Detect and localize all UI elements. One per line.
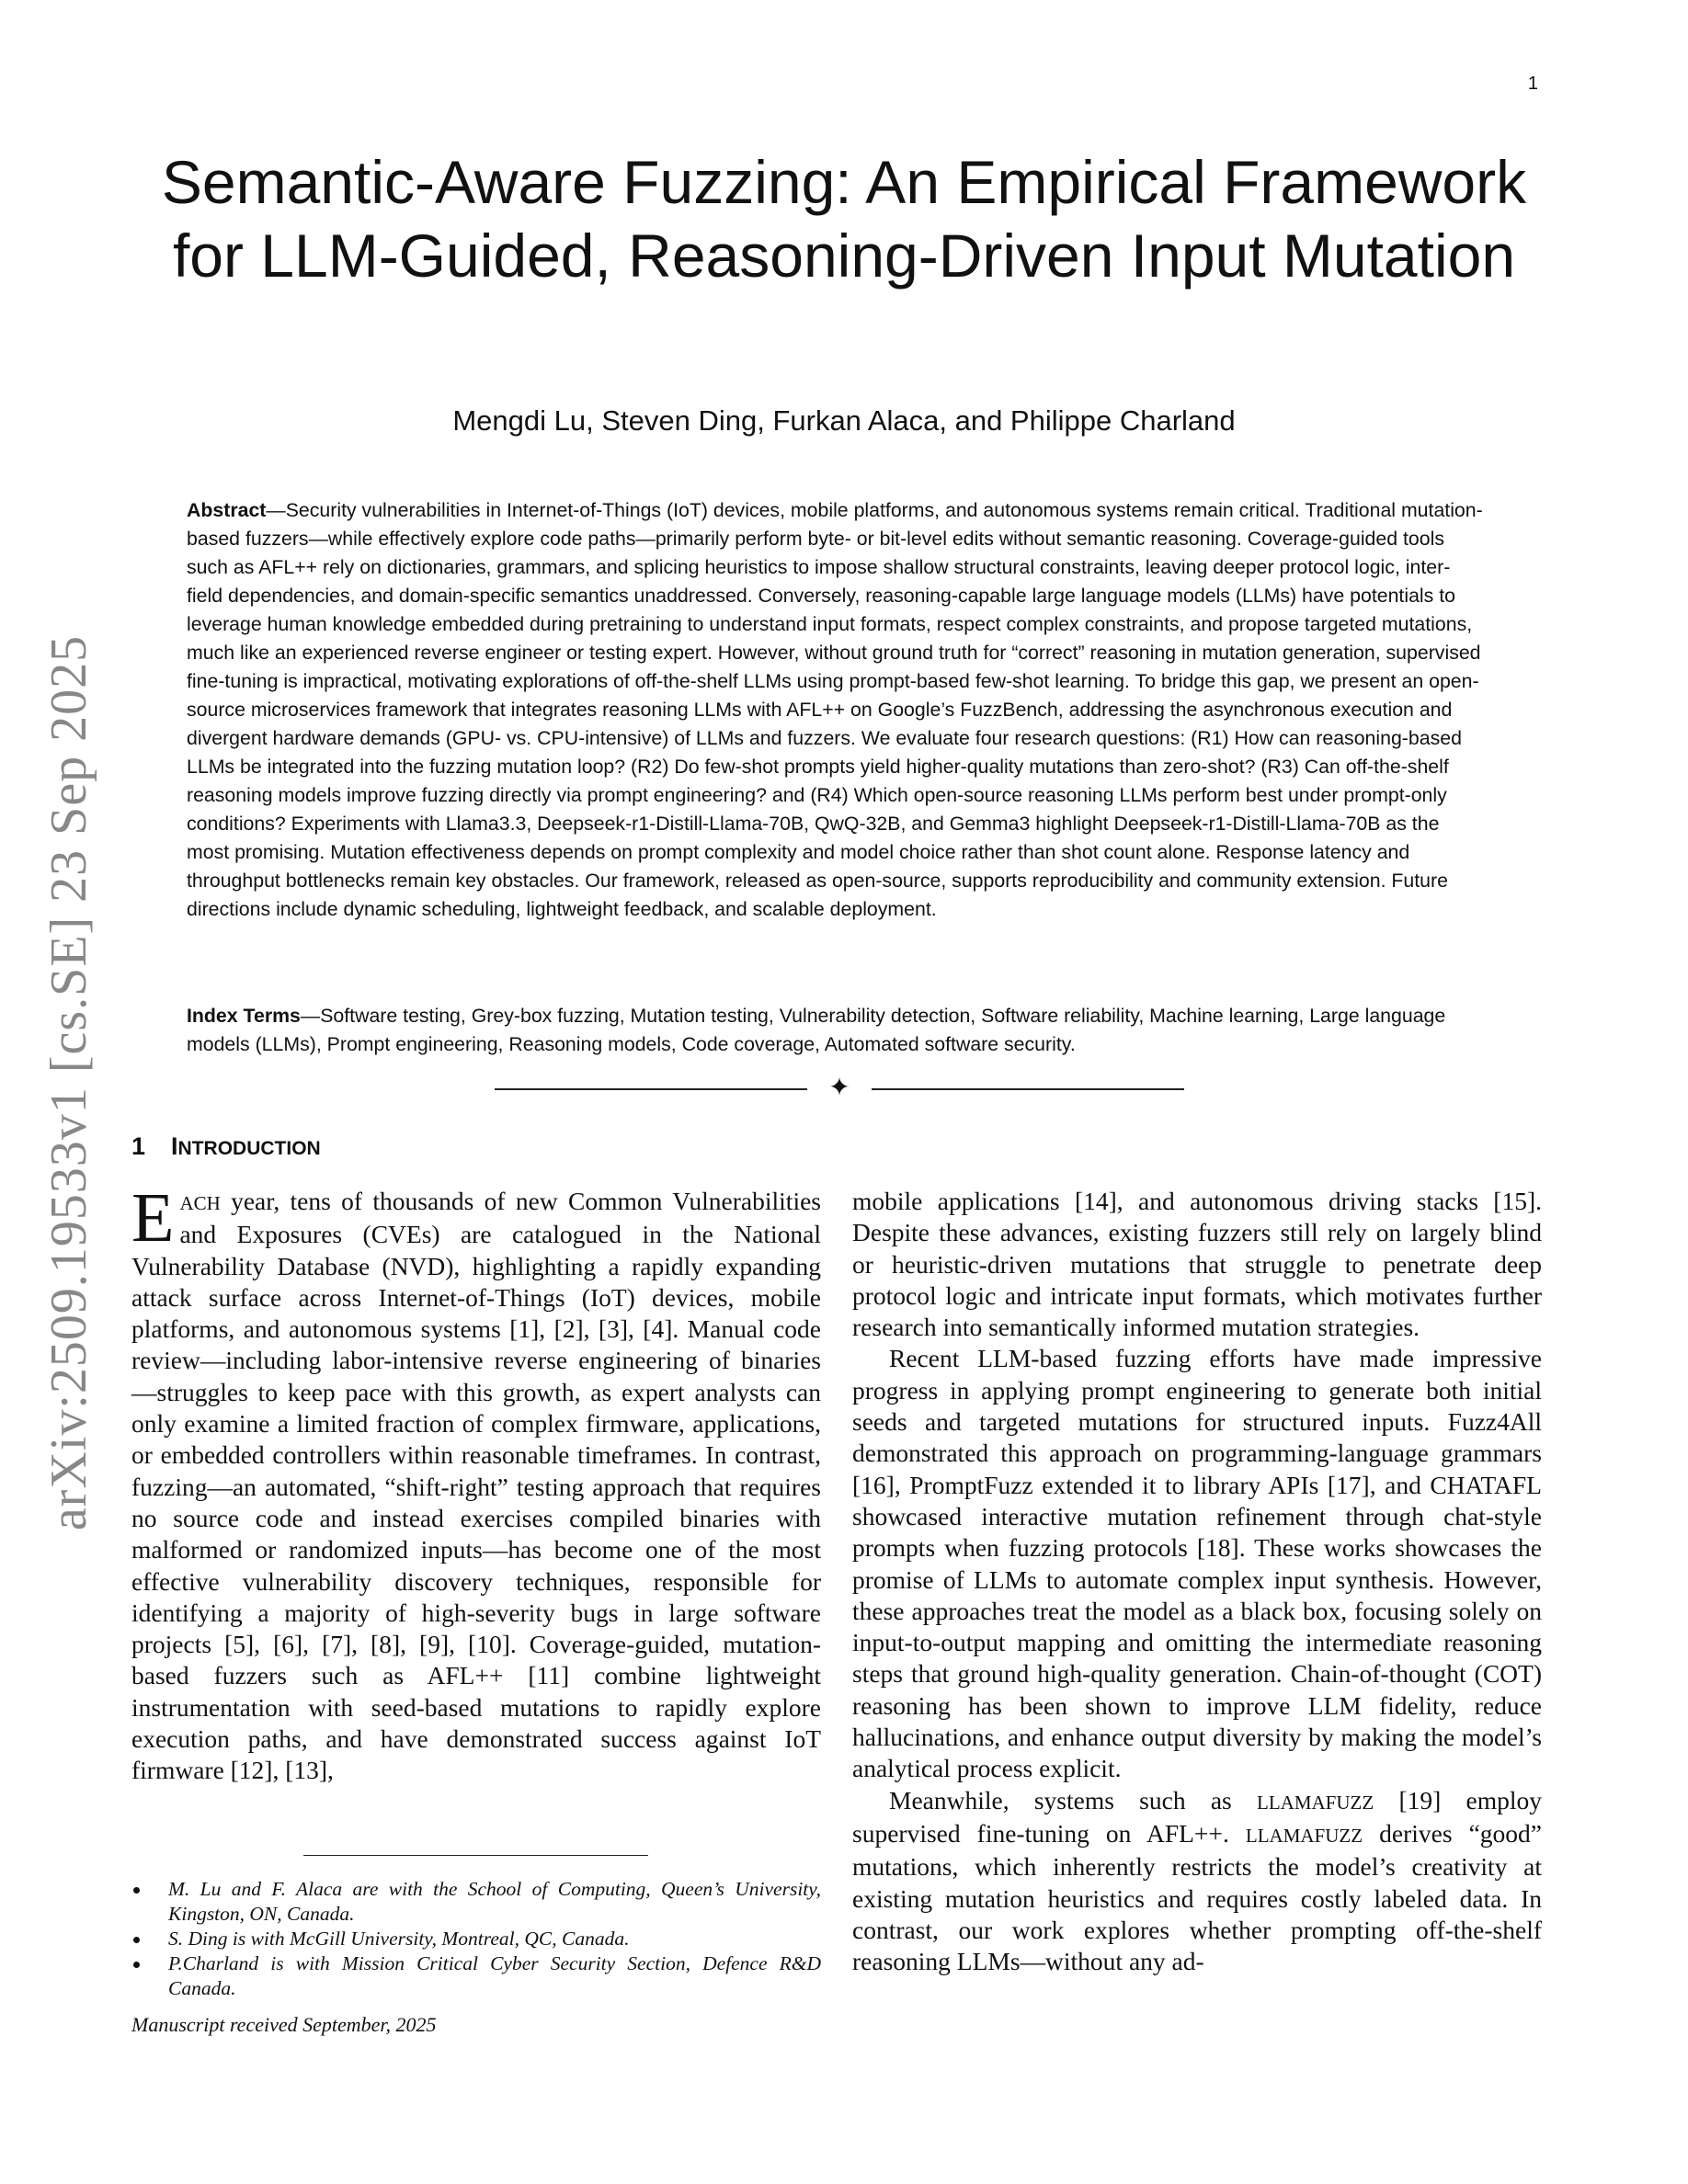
section-title-initial: I <box>171 1132 178 1160</box>
intro-paragraph-1-cont: mobile applications [14], and autonomous driving stacks [15]. Despite these advances, existing fuzzers still rely on largely blind or heuristic-driven mutations that struggle to penetrate deep protocol logic and intricate input formats, which motivates further research into semantically informed mutation strategies. <box>852 1187 1542 1342</box>
section-title-rest: NTRODUCTION <box>177 1138 321 1159</box>
affiliation-footnotes <box>131 1877 821 2001</box>
paper-title: Semantic-Aware Fuzzing: An Empirical Framework for LLM-Guided, Reasoning-Driven Input Mutation <box>161 148 1527 290</box>
arxiv-identifier-watermark: arXiv:2509.19533v1 [cs.SE] 23 Sep 2025 <box>40 634 97 1531</box>
paragraph-text: Meanwhile, systems such as <box>889 1785 1258 1814</box>
section-divider <box>495 1074 1184 1102</box>
paragraph-text: derives “good” mutations, which inherently restricts the model’s creativity at existing mutation heuristics and requires costly labeled data. In contrast, our work explores whether prompting off-the-shelf reasoning LLMs—without any ad- <box>852 1818 1542 1976</box>
index-terms-label: Index Terms <box>187 1005 301 1027</box>
intro-paragraph-2: Recent LLM-based fuzzing efforts have made impressive progress in applying prompt engineering to generate both initial seeds and targeted mutations for structured inputs. Fuzz4All demonstrated this approach on programming-language grammars [16], PromptFuzz extended it to library APIs [17], and CHATAFL showcased interactive mutation refinement through chat-style prompts when fuzzing protocols [18]. These works showcases the promise of LLMs to automate complex input synthesis. However, these approaches treat the model as a black box, focusing solely on input-to-output mapping and omitting the intermediate reasoning steps that ground high-quality generation. Chain-of-thought (COT) reasoning has been shown to improve LLM fidelity, reduce hallucinations, and enhance output diversity by making the model’s analytical process explicit. <box>852 1344 1542 1783</box>
paragraph-text: [19] employ supervised fine-tuning on AFL++. <box>852 1785 1542 1848</box>
abstract <box>187 496 1485 924</box>
drop-cap: E <box>131 1179 175 1257</box>
section-heading-introduction <box>131 1132 321 1161</box>
intro-paragraph-1 <box>131 1179 821 1787</box>
diamond-star-icon: ✦ <box>828 1074 850 1102</box>
divider-line-left <box>495 1088 807 1090</box>
footnote-item: S. Ding is with McGill University, Montreal, QC, Canada. <box>131 1927 821 1951</box>
footnote-item: P.Charland is with Mission Critical Cyber Security Section, Defence R&D Canada. <box>131 1951 821 2001</box>
author-list: Mengdi Lu, Steven Ding, Furkan Alaca, and Philippe Charland <box>452 404 1236 437</box>
footnote-item: M. Lu and F. Alaca are with the School of Computing, Queen’s University, Kingston, ON, Canada. <box>131 1877 821 1927</box>
intro-paragraph-3 <box>852 1785 1542 1978</box>
abstract-text: —Security vulnerabilities in Internet-of-Things (IoT) devices, mobile platforms, and autonomous systems remain critical. Traditional mutation-based fuzzers—while effectively explore code paths—primarily perform byte- or bit-level edits without semantic reasoning. Coverage-guided tools such as AFL++ rely on dictionaries, grammars, and splicing heuristics to impose shallow structural constraints, leaving deeper protocol logic, inter-field dependencies, and domain-specific semantics unaddressed. Conversely, reasoning-capable large language models (LLMs) have potentials to leverage human knowledge embedded during pretraining to understand input formats, respect complex constraints, and propose targeted mutations, much like an experienced reverse engineer or testing expert. However, without ground truth for “correct” reasoning in mutation generation, supervised fine-tuning is impractical, motivating explorations of off-the-shelf LLMs using prompt-based few-shot learning. To bridge this gap, we present an open-source microservices framework that integrates reasoning LLMs with AFL++ on Google’s FuzzBench, addressing the asynchronous execution and divergent hardware demands (GPU- vs. CPU-intensive) of LLMs and fuzzers. We evaluate four research questions: (R1) How can reasoning-based LLMs be integrated into the fuzzing mutation loop? (R2) Do few-shot prompts yield higher-quality mutations than zero-shot? (R3) Can off-the-shelf reasoning models improve fuzzing directly via prompt engineering? and (R4) Which open-source reasoning LLMs perform best under prompt-only conditions? Experiments with Llama3.3, Deepseek-r1-Distill-Llama-70B, QwQ-32B, and Gemma3 highlight Deepseek-r1-Distill-Llama-70B as the most promising. Mutation effectiveness depends on prompt complexity and model choice rather than shot count alone. Response latency and throughput bottlenecks remain key obstacles. Our framework, released as open-source, supports reproducibility and community extension. Future directions include dynamic scheduling, lightweight feedback, and scalable deployment. <box>187 499 1483 920</box>
abstract-label: Abstract <box>187 499 267 521</box>
right-column <box>852 1186 1542 1977</box>
paragraph-text: year, tens of thousands of new Common Vulnerabilities and Exposures (CVEs) are catalogued in the National Vulnerability Database (NVD), highlighting a rapidly expanding attack surface across Internet-of-Things (IoT) devices, mobile platforms, and autonomous systems [1], [2], [3], [4]. Manual code review—including labor-intensive reverse engineering of binaries—struggles to keep pace with this growth, as expert analysts can only examine a limited fraction of complex firmware, applications, or embedded controllers within reasonable timeframes. In contrast, fuzzing—an automated, “shift-right” testing approach that requires no source code and instead exercises compiled binaries with malformed or randomized inputs—has become one of the most effective vulnerability discovery techniques, responsible for identifying a majority of high-severity bugs in large software projects [5], [6], [7], [8], [9], [10]. Coverage-guided, mutation-based fuzzers such as AFL++ [11] combine lightweight instrumentation with seed-based mutations to rapidly explore execution paths, and have demonstrated success against IoT firmware [12], [13], <box>131 1187 821 1785</box>
system-name-llamafuzz: LLAMAFUZZ <box>1257 1791 1374 1814</box>
manuscript-note: Manuscript received September, 2025 <box>131 2013 437 2036</box>
index-terms <box>187 1002 1485 1059</box>
small-caps-lead: ACH <box>179 1192 221 1214</box>
index-terms-text: —Software testing, Grey-box fuzzing, Mutation testing, Vulnerability detection, Software reliability, Machine learning, Large language models (LLMs), Prompt engineering, Reasoning models, Code coverage, Automated software security. <box>187 1005 1446 1055</box>
left-column <box>131 1179 821 1787</box>
divider-line-right <box>872 1088 1184 1090</box>
page-number: 1 <box>1527 74 1538 94</box>
system-name-llamafuzz: LLAMAFUZZ <box>1245 1824 1363 1847</box>
section-number: 1 <box>131 1132 146 1160</box>
footnote-rule <box>303 1855 648 1856</box>
